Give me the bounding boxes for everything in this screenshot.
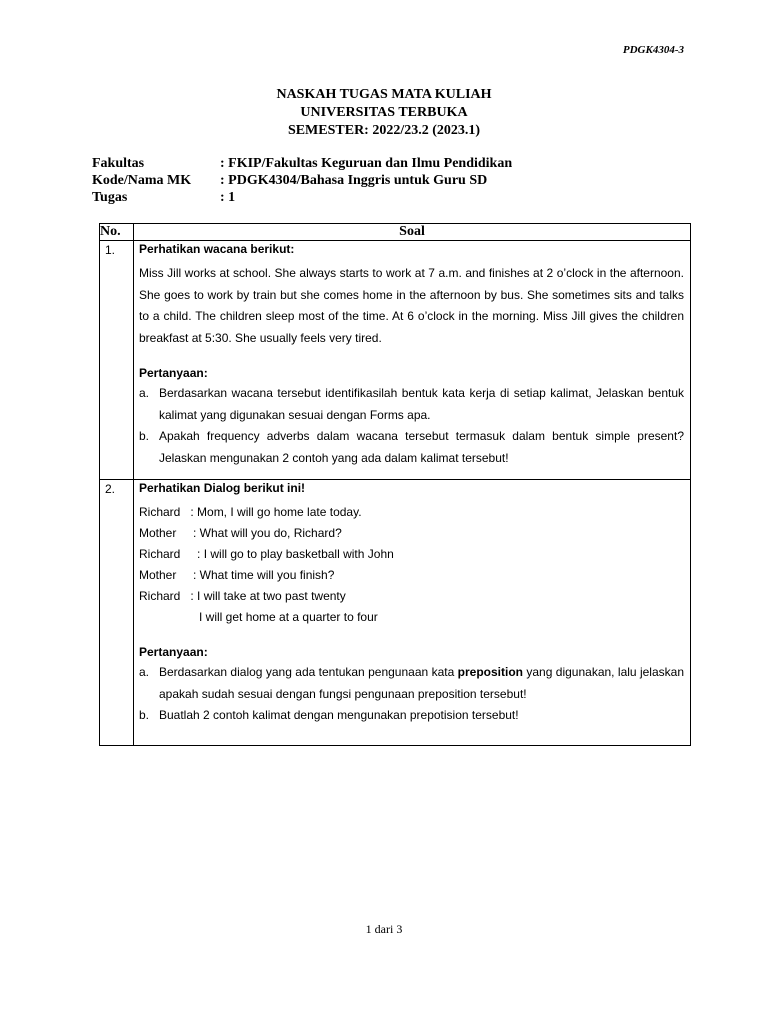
item-text: [159, 662, 684, 705]
item-text: Apakah frequency adverbs dalam wacana tersebut termasuk dalam bentuk simple present? Jelaskan mengunakan 2 contoh yang ada dalam kalimat tersebut!: [159, 429, 684, 465]
dialog-line: Richard : I will go to play basketball with John: [139, 547, 394, 562]
dialog-line: I will get home at a quarter to four: [139, 610, 378, 625]
heading-line-1: NASKAH TUGAS MATA KULIAH: [276, 87, 492, 102]
dialog-line: Mother : What will you do, Richard?: [139, 526, 342, 541]
info-row-tugas: [92, 189, 512, 206]
dialog-line: Richard : Mom, I will go home late today.: [139, 505, 362, 520]
item-text-part: yang digunakan, lalu jelaskan apakah sudah sesuai dengan fungsi pengunaan preposition tersebut!: [159, 665, 684, 701]
questions-table: [99, 223, 691, 746]
question-1-pertanyaan-label: Pertanyaan:: [139, 366, 208, 381]
column-header-no: No.: [100, 224, 134, 241]
dialog-line: Mother : What time will you finish?: [139, 568, 335, 583]
question-1-item-b: [139, 426, 684, 469]
heading-line-3: SEMESTER: 2022/23.2 (2023.1): [287, 123, 481, 138]
question-2-pertanyaan-label: Pertanyaan:: [139, 645, 208, 660]
question-1-passage: Miss Jill works at school. She always starts to work at 7 a.m. and finishes at 2 o’clock in the afternoon. She goes to work by train but she comes home in the afternoon by bus. She sometimes sits and talks to a child. The children sleep most of the time. At 6 o’clock in the morning. Miss Jill gives the children breakfast at 5:30. She usually feels very tired.: [139, 266, 684, 345]
question-row-1: [100, 241, 691, 480]
tugas-label: Tugas: [92, 190, 128, 205]
item-marker: b.: [139, 708, 150, 723]
fakultas-label: Fakultas: [92, 156, 145, 171]
question-content-2: [134, 480, 691, 746]
question-2-subquestions: [139, 662, 684, 727]
tugas-value: : 1: [220, 190, 236, 205]
kode-value: : PDGK4304/Bahasa Inggris untuk Guru SD: [220, 173, 488, 188]
question-2-item-b: [139, 705, 684, 727]
document-heading: [0, 86, 768, 140]
question-row-2: [100, 480, 691, 746]
table-header-row: [100, 224, 691, 241]
course-info: [92, 155, 512, 206]
column-header-soal: Soal: [134, 224, 691, 241]
question-number-1: 1.: [100, 241, 134, 480]
kode-label: Kode/Nama MK: [92, 173, 192, 188]
heading-line-2: UNIVERSITAS TERBUKA: [300, 105, 468, 120]
info-row-fakultas: [92, 155, 512, 172]
question-2-item-a: [139, 662, 684, 705]
item-marker: b.: [139, 429, 150, 444]
fakultas-value: : FKIP/Fakultas Keguruan dan Ilmu Pendidikan: [220, 156, 513, 171]
question-1-item-a: [139, 383, 684, 426]
item-marker: a.: [139, 386, 150, 401]
question-number-2: 2.: [100, 480, 134, 746]
info-row-kode: [92, 172, 512, 189]
item-text-keyword: preposition: [457, 665, 523, 680]
document-code: PDGK4304-3: [622, 44, 684, 56]
question-1-title: Perhatikan wacana berikut:: [139, 242, 295, 256]
item-marker: a.: [139, 665, 150, 680]
page-number: 1 dari 3: [365, 922, 403, 936]
question-2-title: Perhatikan Dialog berikut ini!: [139, 481, 306, 496]
item-text: Berdasarkan wacana tersebut identifikasilah bentuk kata kerja di setiap kalimat, Jelaskan bentuk kalimat yang digunakan sesuai dengan Forms apa.: [159, 386, 684, 422]
question-2-dialog: [139, 502, 684, 628]
dialog-line: Richard : I will take at two past twenty: [139, 589, 346, 604]
item-text-part: Berdasarkan dialog yang ada tentukan pengunaan kata: [159, 665, 458, 680]
item-text: Buatlah 2 contoh kalimat dengan mengunakan prepotision tersebut!: [159, 708, 519, 723]
question-1-subquestions: [139, 383, 684, 469]
question-content-1: [134, 241, 691, 480]
